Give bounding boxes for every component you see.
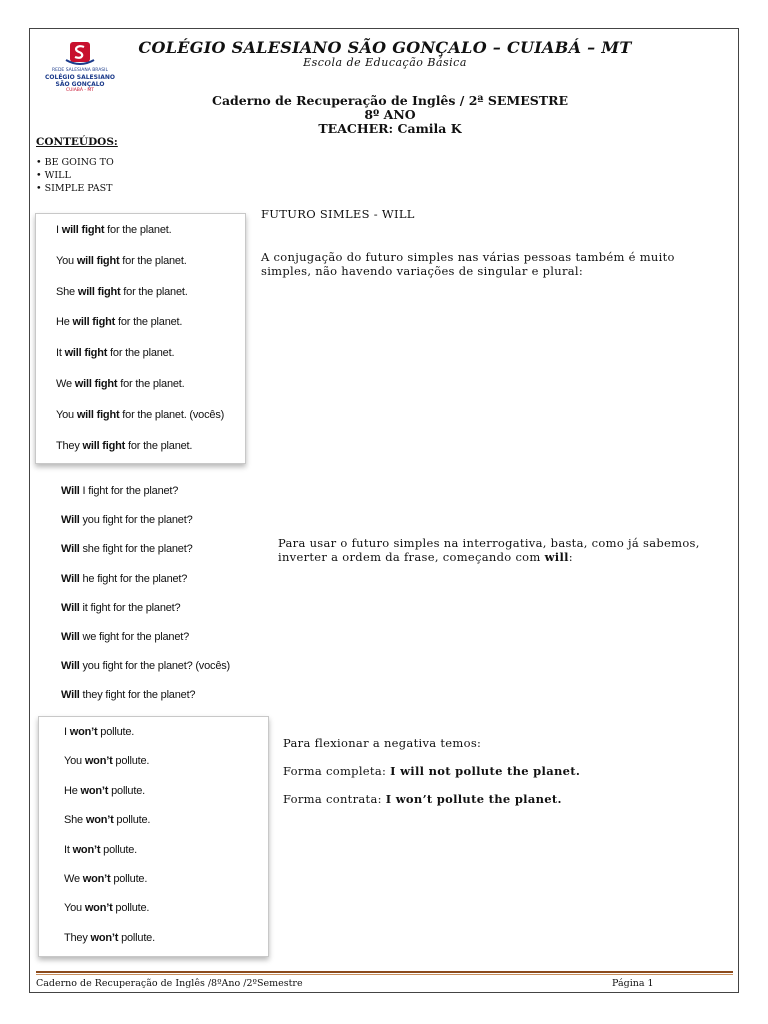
example-rest: for the planet.	[107, 347, 175, 360]
example-sentence	[56, 378, 185, 390]
school-name: COLÉGIO SALESIANO SÃO GONÇALO – CUIABÁ – MT	[138, 38, 632, 57]
example-subject: She	[64, 814, 86, 827]
example-rest: they fight for the planet?	[79, 689, 196, 702]
example-sentence	[64, 814, 150, 826]
grade-label: 8º ANO	[364, 107, 416, 122]
affirmative-paragraph: A conjugação do futuro simples nas várias pessoas também é muito simples, não havendo variações de singular e plural:	[261, 250, 675, 278]
example-sentence	[56, 347, 174, 359]
list-item: • SIMPLE PAST	[36, 182, 114, 195]
example-sentence	[64, 873, 147, 885]
example-sentence	[64, 785, 145, 797]
example-verb: will fight	[82, 439, 126, 452]
example-rest: for the planet.	[115, 316, 183, 329]
list-item: • WILL	[36, 169, 114, 182]
example-sentence	[64, 932, 155, 944]
example-subject: It	[64, 843, 73, 856]
contents-title: CONTEÚDOS:	[36, 136, 118, 148]
example-verb: Will	[61, 689, 80, 702]
logo-emblem-icon	[63, 41, 97, 67]
example-rest: pollute.	[112, 755, 150, 768]
interrogative-paragraph	[278, 536, 728, 564]
example-rest: for the planet.	[117, 378, 185, 390]
affirmative-examples-box	[35, 213, 246, 464]
example-rest: she fight for the planet?	[79, 543, 193, 556]
example-verb: will fight	[72, 316, 116, 329]
example-sentence	[64, 755, 149, 767]
example-verb: won’t	[85, 814, 114, 827]
negative-full-form	[283, 764, 580, 778]
example-verb: will fight	[76, 408, 120, 421]
example-subject: It	[56, 347, 65, 360]
example-rest: pollute.	[110, 873, 148, 885]
example-rest: it fight for the planet?	[79, 601, 181, 614]
example-rest: pollute.	[113, 814, 151, 827]
example-sentence	[61, 543, 192, 555]
example-verb: will fight	[76, 254, 120, 267]
example-subject: They	[64, 931, 91, 944]
example-verb: won’t	[69, 726, 98, 738]
logo-school-text-2: SÃO GONÇALO	[55, 81, 105, 88]
example-verb: won’t	[84, 902, 113, 915]
example-sentence	[61, 573, 187, 585]
example-verb: won’t	[80, 784, 109, 797]
example-verb: won’t	[84, 755, 113, 768]
negative-short-example: I won’t pollute the planet.	[385, 792, 562, 806]
example-verb: Will	[61, 572, 80, 585]
page-number: Página 1	[612, 978, 654, 989]
example-rest: for the planet.	[125, 439, 193, 452]
example-sentence	[56, 440, 192, 452]
interrogative-keyword: will	[544, 550, 569, 564]
list-item: • BE GOING TO	[36, 156, 114, 169]
logo-city-text: CUIABÁ - MT	[65, 88, 95, 93]
example-verb: won’t	[72, 843, 101, 856]
example-verb: won’t	[82, 873, 111, 885]
footer-divider	[36, 971, 733, 973]
example-sentence	[64, 902, 149, 914]
contents-list	[36, 156, 114, 195]
footer-title: Caderno de Recuperação de Inglês /8ºAno /2ºSemestre	[36, 978, 303, 989]
negative-full-example: I will not pollute the planet.	[390, 764, 581, 778]
section-title: FUTURO SIMLES - WILL	[261, 207, 415, 221]
example-verb: will fight	[61, 224, 105, 236]
example-rest: for the planet.	[120, 285, 188, 298]
example-sentence	[61, 602, 180, 614]
example-verb: will fight	[77, 285, 121, 298]
example-subject: She	[56, 285, 78, 298]
interrogative-text: Para usar o futuro simples na interrogativa, basta, como já sabemos, inverter a ordem da frase, começando com	[278, 536, 700, 564]
example-subject: He	[56, 316, 73, 329]
example-subject: You	[56, 408, 77, 421]
example-subject: You	[56, 254, 77, 267]
interrogative-colon: :	[568, 550, 573, 564]
example-sentence	[61, 631, 189, 643]
example-sentence	[56, 224, 171, 236]
example-sentence	[64, 844, 137, 856]
example-subject: I	[64, 726, 70, 738]
negative-full-label: Forma completa:	[283, 764, 391, 778]
example-rest: pollute.	[97, 726, 135, 738]
example-rest: for the planet. (vocês)	[119, 408, 225, 421]
example-sentence	[61, 514, 192, 526]
example-sentence	[56, 409, 224, 421]
school-logo	[44, 41, 116, 105]
example-verb: Will	[61, 543, 80, 556]
example-verb: will fight	[74, 378, 118, 390]
example-subject: I	[56, 224, 62, 236]
example-subject: You	[64, 755, 85, 768]
example-rest: you fight for the planet? (vocês)	[79, 660, 230, 673]
document-title: Caderno de Recuperação de Inglês / 2ª SEMESTRE	[212, 93, 568, 108]
example-rest: pollute.	[100, 843, 138, 856]
example-subject: You	[64, 902, 85, 915]
example-rest: we fight for the planet?	[79, 631, 190, 643]
example-verb: Will	[61, 631, 80, 643]
example-rest: for the planet.	[119, 254, 187, 267]
example-verb: Will	[61, 660, 80, 673]
example-sentence	[56, 286, 188, 298]
example-subject: We	[64, 873, 83, 885]
example-subject: He	[64, 784, 81, 797]
logo-school-text: COLÉGIO SALESIANO	[45, 74, 115, 81]
negative-examples-box	[38, 716, 269, 957]
example-rest: he fight for the planet?	[79, 572, 188, 585]
example-rest: I fight for the planet?	[79, 485, 179, 497]
example-rest: pollute.	[108, 784, 145, 797]
example-sentence	[56, 316, 182, 328]
example-sentence	[56, 255, 187, 267]
example-rest: pollute.	[112, 902, 150, 915]
example-sentence	[61, 689, 195, 701]
example-verb: won’t	[90, 931, 119, 944]
logo-network-text: REDE SALESIANA BRASIL	[51, 68, 108, 73]
negative-intro: Para flexionar a negativa temos:	[283, 736, 482, 750]
example-sentence	[61, 660, 230, 672]
example-rest: for the planet.	[104, 224, 172, 236]
school-subtitle: Escola de Educação Básica	[303, 56, 467, 69]
example-verb: Will	[61, 601, 80, 614]
example-sentence	[64, 726, 134, 738]
example-verb: Will	[61, 485, 80, 497]
example-verb: Will	[61, 514, 80, 527]
negative-short-label: Forma contrata:	[283, 792, 386, 806]
example-sentence	[61, 485, 178, 497]
footer-divider-thin	[36, 974, 733, 975]
example-rest: you fight for the planet?	[79, 514, 193, 527]
example-subject: They	[56, 439, 83, 452]
example-subject: We	[56, 378, 75, 390]
example-rest: pollute.	[118, 931, 155, 944]
negative-short-form	[283, 792, 562, 806]
teacher-label: TEACHER: Camila K	[318, 121, 462, 136]
example-verb: will fight	[64, 347, 108, 360]
